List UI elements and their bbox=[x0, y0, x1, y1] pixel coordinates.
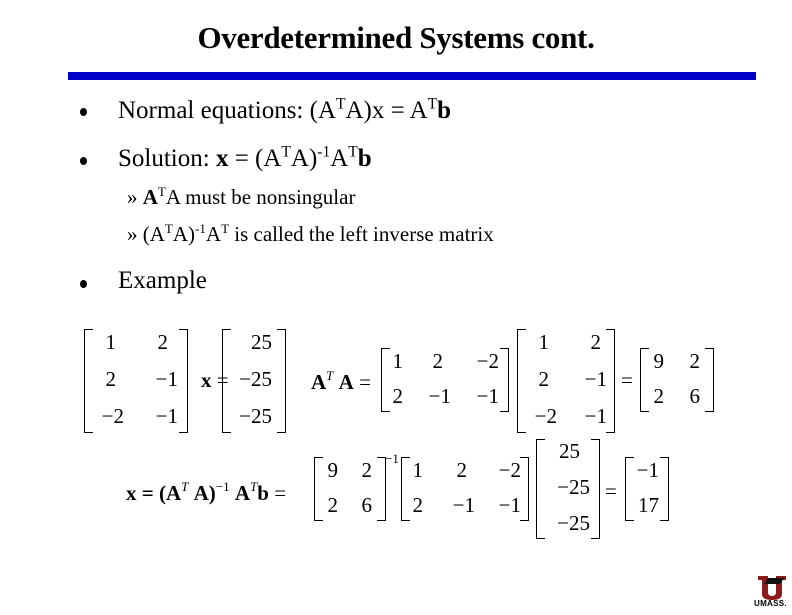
inverse-exponent: −1 bbox=[385, 451, 399, 466]
matrix-cell: 2 bbox=[392, 384, 403, 408]
matrix-cell: 2 bbox=[689, 349, 700, 373]
matrix-cell: 25 bbox=[559, 439, 580, 463]
matrix-cell: −2 bbox=[498, 458, 521, 482]
matrix-cell: 2 bbox=[361, 458, 372, 482]
matrix-cell: −1 bbox=[584, 404, 607, 428]
matrix-cell: −25 bbox=[239, 404, 272, 428]
matrix-cell: 9 bbox=[653, 349, 664, 373]
matrix-cell: −1 bbox=[584, 367, 607, 391]
matrix-cell: −25 bbox=[557, 511, 590, 535]
matrix-cell: 2 bbox=[653, 384, 664, 408]
matrix-cell: −1 bbox=[452, 493, 475, 517]
bullet-dot bbox=[80, 108, 87, 116]
matrix-cell: 25 bbox=[251, 330, 272, 354]
vector-b-repeat bbox=[536, 439, 600, 539]
matrix-cell: 2 bbox=[456, 458, 467, 482]
matrix-cell: −2 bbox=[534, 404, 557, 428]
vector-x-label: x bbox=[201, 368, 212, 392]
logo-text: UMASS. bbox=[754, 599, 787, 608]
matrix-AT-repeat bbox=[401, 457, 529, 521]
matrix-A bbox=[84, 329, 188, 433]
equals-sign: = bbox=[621, 368, 633, 392]
matrix-cell: 6 bbox=[689, 384, 700, 408]
matrix-cell: −1 bbox=[155, 367, 178, 391]
bullet-example: Example bbox=[118, 267, 207, 294]
matrix-cell: 6 bbox=[361, 493, 372, 517]
equals-sign: = bbox=[216, 368, 229, 392]
matrix-cell: −1 bbox=[636, 458, 659, 482]
matrix-A-repeat bbox=[517, 329, 615, 433]
matrix-cell: 17 bbox=[638, 493, 659, 517]
matrix-cell: 1 bbox=[105, 330, 116, 354]
matrix-ATA bbox=[640, 348, 714, 412]
page-title: Overdetermined Systems cont. bbox=[197, 20, 595, 55]
matrix-cell: 9 bbox=[327, 458, 338, 482]
vector-result bbox=[625, 457, 669, 521]
title-divider bbox=[68, 72, 756, 80]
matrix-cell: −25 bbox=[557, 475, 590, 499]
matrix-cell: −1 bbox=[155, 404, 178, 428]
matrix-cell: 2 bbox=[538, 367, 549, 391]
matrix-cell: 1 bbox=[392, 349, 403, 373]
bullet-dot bbox=[80, 157, 87, 165]
matrix-cell: −2 bbox=[101, 404, 124, 428]
matrix-cell: 2 bbox=[105, 367, 116, 391]
matrix-cell: 2 bbox=[432, 349, 443, 373]
bullet-normal-equations: Normal equations: $(A^TA)x = A^Tb$ bbox=[118, 95, 452, 124]
ATA-label: $A^T$ A = bbox=[311, 368, 371, 395]
subbullet-left-inverse: » $(A^TA)^{-1}A^T$ is called the left inverse matrix bbox=[127, 220, 494, 246]
bullet-solution: Solution: $x = (A^TA)^{-1}A^Tb$ bbox=[118, 143, 372, 172]
matrix-AT bbox=[381, 348, 509, 412]
matrix-ATA-inverse bbox=[314, 457, 386, 521]
umass-logo bbox=[754, 572, 792, 610]
matrix-cell: 2 bbox=[327, 493, 338, 517]
solution-label: $x = (A^T$ A)$^{-1}$ $A^Tb$ = bbox=[126, 479, 287, 506]
matrix-cell: −2 bbox=[476, 349, 499, 373]
matrix-cell: 1 bbox=[538, 330, 549, 354]
matrix-cell: 2 bbox=[157, 330, 168, 354]
matrix-cell: 2 bbox=[590, 330, 601, 354]
matrix-cell: −1 bbox=[476, 384, 499, 408]
matrix-cell: 1 bbox=[412, 458, 423, 482]
matrix-cell: −1 bbox=[428, 384, 451, 408]
bullet-dot bbox=[80, 280, 87, 288]
matrix-cell: 2 bbox=[412, 493, 423, 517]
matrix-cell: −25 bbox=[239, 367, 272, 391]
equals-sign: = bbox=[605, 479, 617, 503]
vector-b bbox=[222, 329, 286, 433]
subbullet-nonsingular: » $A^TA$ must be nonsingular bbox=[127, 183, 356, 209]
matrix-cell: −1 bbox=[498, 493, 521, 517]
